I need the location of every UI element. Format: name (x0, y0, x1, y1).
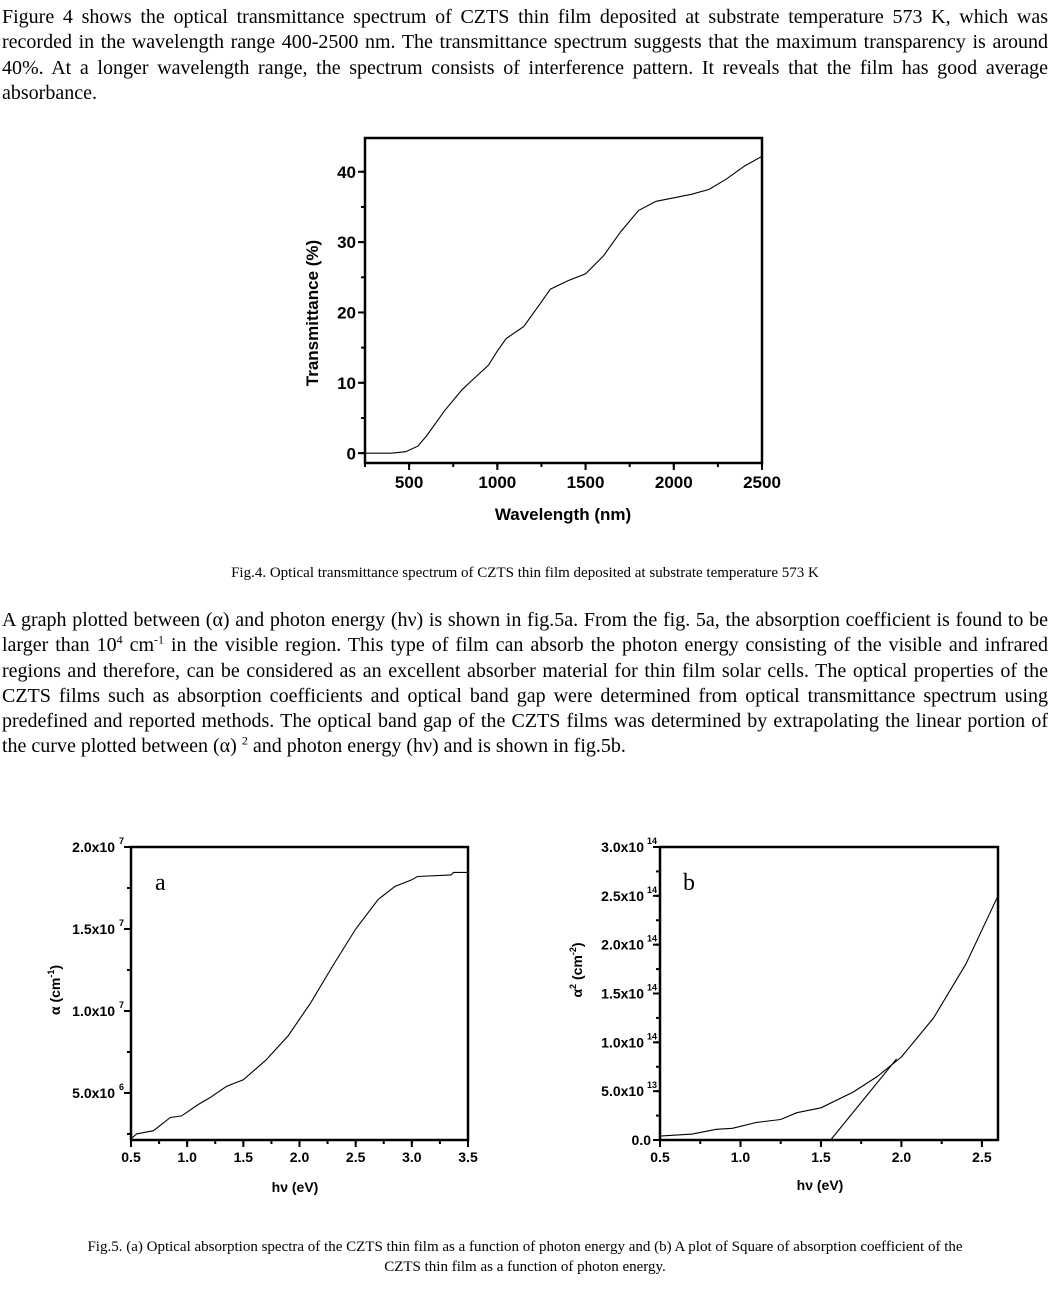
y-tick-exponent: 7 (118, 836, 124, 846)
panel-label: a (155, 870, 166, 896)
y-tick-label (601, 888, 644, 904)
label-part: 2.5x10 (601, 887, 644, 904)
label-part: -1 (46, 969, 56, 978)
label-part: -2 (568, 947, 578, 956)
y-tick-label (337, 233, 356, 252)
y-tick-exponent: 14 (646, 933, 657, 944)
label-part: 0.0 (631, 1132, 651, 1149)
label-part: 1.0x10 (601, 1034, 644, 1051)
superscript: 4 (116, 632, 123, 647)
y-tick-label (72, 1003, 115, 1019)
paragraph-2-text: A graph plotted between (α) and photon energy (hν) is shown in fig.5a. From the fig. 5a, the absorption coefficient is found to be larger than 10 (2, 609, 1048, 657)
y-tick-label (72, 1085, 115, 1101)
label-part: 1.5x10 (601, 985, 644, 1002)
label-part: 0 (346, 444, 356, 464)
figure-4-caption: Fig.4. Optical transmittance spectrum of CZTS thin film deposited at substrate temperature 573 K (231, 565, 819, 581)
label-part: 1.5x10 (72, 921, 115, 938)
label-part: α (cm (47, 977, 63, 1016)
y-tick-label (601, 839, 644, 855)
x-axis-label: Wavelength (nm) (494, 505, 632, 524)
y-axis-label (568, 942, 585, 997)
x-tick-label: 1.0 (177, 1149, 197, 1165)
label-part: ) (569, 942, 585, 948)
label-part: 40 (337, 162, 356, 182)
x-tick-label: 0.5 (650, 1149, 670, 1165)
y-tick-label (337, 163, 356, 182)
y-tick-label (72, 839, 115, 855)
y-axis-label (303, 240, 322, 386)
transmittance-chart (290, 130, 790, 530)
label-part: ) (47, 964, 63, 970)
x-tick-label: 1000 (478, 473, 517, 492)
absorption-chart-a (40, 835, 490, 1205)
label-part: 1.0x10 (72, 1003, 115, 1020)
x-tick-label: 2.0 (289, 1149, 310, 1165)
y-tick-exponent: 14 (646, 836, 657, 846)
plot-frame (365, 138, 762, 463)
label-part: Transmittance (%) (303, 239, 322, 387)
y-tick-exponent: 7 (118, 917, 124, 928)
y-tick-label (601, 986, 644, 1002)
label-part: 5.0x10 (72, 1084, 115, 1101)
label-part: α (569, 988, 585, 998)
plot-frame (660, 847, 998, 1140)
figure-5-caption-line-1: Fig.5. (a) Optical absorption spectra of the CZTS thin film as a function of photon energy and (b) A plot of Square of absorption coefficient of the (87, 1239, 963, 1255)
y-tick-label (632, 1132, 652, 1148)
data-line (131, 872, 468, 1139)
y-tick-exponent: 6 (118, 1081, 124, 1092)
y-tick-label (347, 444, 356, 463)
x-tick-label: 2.5 (972, 1149, 992, 1165)
label-part: 10 (337, 373, 356, 393)
paragraph-2-text: and photon energy (hν) and is shown in fig.5b. (247, 735, 626, 758)
x-tick-label: 3.0 (402, 1149, 422, 1165)
y-tick-label (72, 921, 115, 937)
x-tick-label: 1.0 (730, 1149, 751, 1165)
paragraph-2-text: cm (122, 634, 155, 657)
plot-frame (131, 847, 468, 1140)
y-tick-exponent: 13 (646, 1080, 657, 1091)
label-part: 20 (337, 303, 356, 323)
figure-5-caption-line-2: CZTS thin film as a function of photon energy. (384, 1259, 666, 1275)
label-part: 2 (568, 983, 578, 989)
y-axis-label (46, 965, 63, 1015)
paragraph-2-text: in the visible region. This type of film can absorb the photon energy consisting of the visible and infrared regions and therefore, can be considered as an excellent absorber material for thin film solar cells. The optical properties of the CZTS films such as absorption coefficients and optical band gap were determined from optical transmittance spectrum using predefined and reported methods. The optical band gap of the CZTS films was determined by extrapolating the linear portion of the curve plotted between (α) (2, 634, 1049, 758)
x-tick-label: 2000 (654, 473, 693, 492)
label-part: 2.0x10 (72, 839, 115, 856)
label-part: 30 (337, 233, 356, 253)
x-tick-label: 1500 (566, 473, 605, 492)
y-tick-exponent: 7 (118, 999, 124, 1010)
x-axis-label: hν (eV) (271, 1179, 319, 1195)
x-axis-label: hν (eV) (796, 1177, 844, 1193)
x-tick-label: 2500 (743, 473, 781, 492)
x-tick-label: 1.5 (811, 1149, 831, 1165)
y-tick-label (601, 937, 644, 953)
y-tick-exponent: 14 (646, 1031, 657, 1042)
data-line (365, 156, 762, 453)
x-tick-label: 0.5 (121, 1149, 141, 1165)
data-line (660, 896, 998, 1136)
y-tick-label (337, 374, 356, 393)
x-tick-label: 3.5 (458, 1149, 478, 1165)
y-tick-exponent: 14 (646, 884, 657, 895)
label-part: 5.0x10 (601, 1083, 644, 1100)
paragraph-1: Figure 4 shows the optical transmittance spectrum of CZTS thin film deposited at substrate temperature 573 K, which was recorded in the wavelength range 400-2500 nm. The transmittance spectrum suggests that the maximum transparency is around 40%. At a longer wavelength range, the spectrum consists of interference pattern. It reveals that the film has good average absorbance. (2, 6, 1048, 104)
paragraph-2 (2, 608, 1048, 760)
label-part: 2.0x10 (601, 936, 644, 953)
y-tick-exponent: 14 (646, 982, 657, 993)
alpha-squared-chart-b (560, 835, 1010, 1205)
fit-line (831, 1059, 897, 1140)
y-tick-label (601, 1083, 644, 1099)
x-tick-label: 1.5 (233, 1149, 254, 1165)
y-tick-label (601, 1034, 644, 1050)
x-tick-label: 2.5 (345, 1149, 366, 1165)
label-part: 3.0x10 (601, 839, 644, 856)
label-part: (cm (569, 955, 585, 984)
superscript: -1 (154, 632, 165, 647)
y-tick-label (337, 304, 356, 323)
superscript: 2 (241, 733, 248, 748)
x-tick-label: 500 (394, 473, 424, 492)
panel-label: b (683, 870, 695, 896)
x-tick-label: 2.0 (891, 1149, 912, 1165)
